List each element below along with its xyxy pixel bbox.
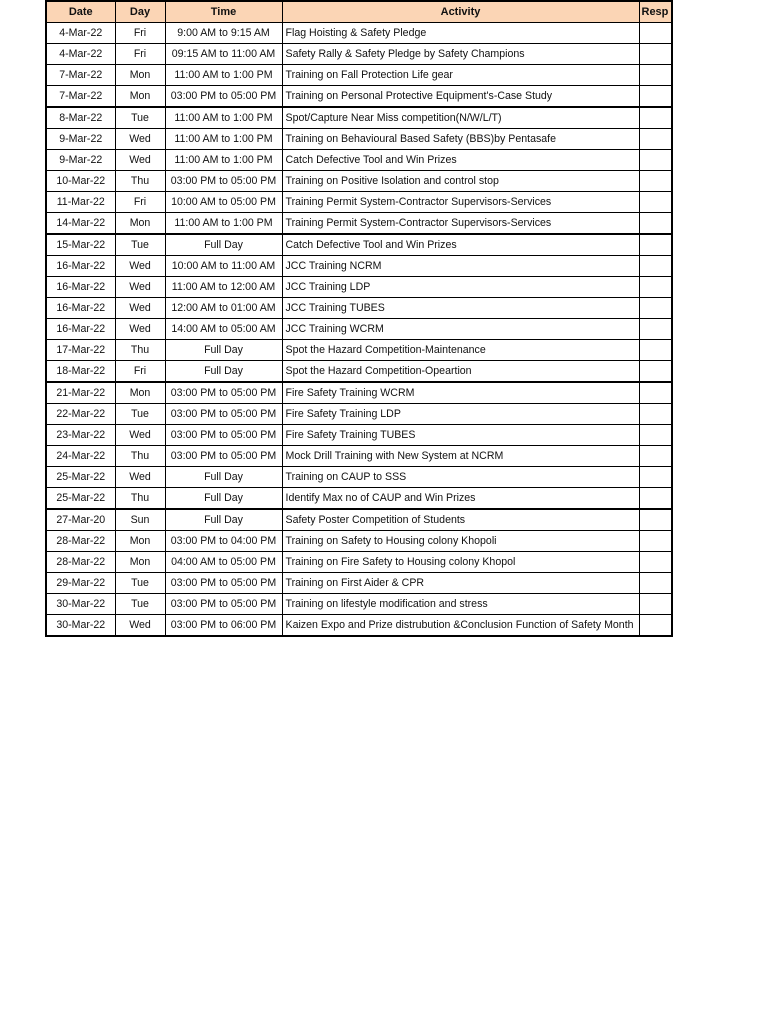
day-cell[interactable]: Thu bbox=[115, 171, 165, 192]
resp-cell[interactable] bbox=[639, 531, 672, 552]
table-row bbox=[46, 23, 672, 44]
activity-cell[interactable]: Training on CAUP to SSS bbox=[282, 467, 639, 488]
day-cell[interactable]: Tue bbox=[115, 573, 165, 594]
date-cell[interactable]: 28-Mar-22 bbox=[46, 552, 115, 573]
activity-cell[interactable]: Fire Safety Training TUBES bbox=[282, 425, 639, 446]
time-cell[interactable]: Full Day bbox=[165, 467, 282, 488]
table-row bbox=[46, 488, 672, 510]
table-row bbox=[46, 382, 672, 404]
time-cell[interactable]: 03:00 PM to 04:00 PM bbox=[165, 531, 282, 552]
resp-cell[interactable] bbox=[639, 404, 672, 425]
table-row bbox=[46, 129, 672, 150]
activity-cell[interactable]: Spot the Hazard Competition-Maintenance bbox=[282, 340, 639, 361]
table-row bbox=[46, 86, 672, 108]
table-row bbox=[46, 277, 672, 298]
time-cell[interactable]: Full Day bbox=[165, 340, 282, 361]
resp-cell[interactable] bbox=[639, 192, 672, 213]
resp-cell[interactable] bbox=[639, 171, 672, 192]
time-cell[interactable]: 10:00 AM to 05:00 PM bbox=[165, 192, 282, 213]
activity-cell[interactable]: Training on lifestyle modification and stress bbox=[282, 594, 639, 615]
activity-cell[interactable]: Safety Rally & Safety Pledge by Safety Champions bbox=[282, 44, 639, 65]
activity-cell[interactable]: Catch Defective Tool and Win Prizes bbox=[282, 150, 639, 171]
day-cell[interactable]: Wed bbox=[115, 425, 165, 446]
resp-cell[interactable] bbox=[639, 107, 672, 129]
date-cell[interactable]: 11-Mar-22 bbox=[46, 192, 115, 213]
date-cell[interactable]: 24-Mar-22 bbox=[46, 446, 115, 467]
spreadsheet-sheet bbox=[45, 0, 673, 637]
time-cell[interactable]: 9:00 AM to 9:15 AM bbox=[165, 23, 282, 44]
date-cell[interactable]: 9-Mar-22 bbox=[46, 150, 115, 171]
time-cell[interactable]: 04:00 AM to 05:00 PM bbox=[165, 552, 282, 573]
time-cell[interactable]: Full Day bbox=[165, 234, 282, 256]
date-cell[interactable]: 9-Mar-22 bbox=[46, 129, 115, 150]
table-row bbox=[46, 361, 672, 383]
day-cell[interactable]: Wed bbox=[115, 319, 165, 340]
resp-cell[interactable] bbox=[639, 319, 672, 340]
date-cell[interactable]: 30-Mar-22 bbox=[46, 594, 115, 615]
table-row bbox=[46, 256, 672, 277]
day-cell[interactable]: Wed bbox=[115, 298, 165, 319]
table-row bbox=[46, 615, 672, 637]
time-cell[interactable]: 03:00 PM to 05:00 PM bbox=[165, 404, 282, 425]
table-row bbox=[46, 234, 672, 256]
time-cell[interactable]: Full Day bbox=[165, 488, 282, 510]
activity-cell[interactable]: Training Permit System-Contractor Supervisors-Services bbox=[282, 192, 639, 213]
table-row bbox=[46, 509, 672, 531]
safety-month-schedule-table bbox=[45, 0, 673, 637]
table-row bbox=[46, 425, 672, 446]
resp-cell[interactable] bbox=[639, 86, 672, 108]
activity-cell[interactable]: Fire Safety Training WCRM bbox=[282, 382, 639, 404]
activity-cell[interactable]: Training on Personal Protective Equipment's-Case Study bbox=[282, 86, 639, 108]
activity-cell[interactable]: Identify Max no of CAUP and Win Prizes bbox=[282, 488, 639, 510]
time-cell[interactable]: Full Day bbox=[165, 509, 282, 531]
column-header-date[interactable]: Date bbox=[46, 1, 115, 23]
date-cell[interactable]: 17-Mar-22 bbox=[46, 340, 115, 361]
activity-cell[interactable]: JCC Training WCRM bbox=[282, 319, 639, 340]
date-cell[interactable]: 4-Mar-22 bbox=[46, 23, 115, 44]
activity-cell[interactable]: Training on Positive Isolation and control stop bbox=[282, 171, 639, 192]
resp-cell[interactable] bbox=[639, 382, 672, 404]
date-cell[interactable]: 21-Mar-22 bbox=[46, 382, 115, 404]
resp-cell[interactable] bbox=[639, 361, 672, 383]
table-row bbox=[46, 404, 672, 425]
time-cell[interactable]: 03:00 PM to 05:00 PM bbox=[165, 594, 282, 615]
date-cell[interactable]: 16-Mar-22 bbox=[46, 319, 115, 340]
day-cell[interactable]: Tue bbox=[115, 594, 165, 615]
day-cell[interactable]: Wed bbox=[115, 615, 165, 637]
table-row bbox=[46, 213, 672, 235]
date-cell[interactable]: 8-Mar-22 bbox=[46, 107, 115, 129]
resp-cell[interactable] bbox=[639, 467, 672, 488]
time-cell[interactable]: 12:00 AM to 01:00 AM bbox=[165, 298, 282, 319]
activity-cell[interactable]: Spot/Capture Near Miss competition(N/W/L/T) bbox=[282, 107, 639, 129]
resp-cell[interactable] bbox=[639, 509, 672, 531]
time-cell[interactable]: 03:00 PM to 05:00 PM bbox=[165, 171, 282, 192]
time-cell[interactable]: 11:00 AM to 12:00 AM bbox=[165, 277, 282, 298]
activity-cell[interactable]: Kaizen Expo and Prize distrubution &Conclusion Function of Safety Month bbox=[282, 615, 639, 637]
column-header-time[interactable]: Time bbox=[165, 1, 282, 23]
table-row bbox=[46, 150, 672, 171]
activity-cell[interactable]: Spot the Hazard Competition-Opeartion bbox=[282, 361, 639, 383]
activity-cell[interactable]: Mock Drill Training with New System at NCRM bbox=[282, 446, 639, 467]
activity-cell[interactable]: Training on Fire Safety to Housing colony Khopol bbox=[282, 552, 639, 573]
date-cell[interactable]: 15-Mar-22 bbox=[46, 234, 115, 256]
resp-cell[interactable] bbox=[639, 150, 672, 171]
day-cell[interactable]: Mon bbox=[115, 531, 165, 552]
activity-cell[interactable]: Training on Fall Protection Life gear bbox=[282, 65, 639, 86]
day-cell[interactable]: Mon bbox=[115, 65, 165, 86]
time-cell[interactable]: 03:00 PM to 06:00 PM bbox=[165, 615, 282, 637]
time-cell[interactable]: 11:00 AM to 1:00 PM bbox=[165, 107, 282, 129]
date-cell[interactable]: 16-Mar-22 bbox=[46, 277, 115, 298]
table-row bbox=[46, 65, 672, 86]
date-cell[interactable]: 29-Mar-22 bbox=[46, 573, 115, 594]
table-row bbox=[46, 192, 672, 213]
resp-cell[interactable] bbox=[639, 298, 672, 319]
time-cell[interactable]: 11:00 AM to 1:00 PM bbox=[165, 213, 282, 235]
time-cell[interactable]: 11:00 AM to 1:00 PM bbox=[165, 129, 282, 150]
activity-cell[interactable]: JCC Training NCRM bbox=[282, 256, 639, 277]
time-cell[interactable]: 03:00 PM to 05:00 PM bbox=[165, 446, 282, 467]
day-cell[interactable]: Fri bbox=[115, 44, 165, 65]
date-cell[interactable]: 4-Mar-22 bbox=[46, 44, 115, 65]
activity-cell[interactable]: Training on First Aider & CPR bbox=[282, 573, 639, 594]
date-cell[interactable]: 7-Mar-22 bbox=[46, 86, 115, 108]
time-cell[interactable]: 11:00 AM to 1:00 PM bbox=[165, 150, 282, 171]
day-cell[interactable]: Mon bbox=[115, 552, 165, 573]
day-cell[interactable]: Wed bbox=[115, 129, 165, 150]
activity-cell[interactable]: Flag Hoisting & Safety Pledge bbox=[282, 23, 639, 44]
table-row bbox=[46, 340, 672, 361]
time-cell[interactable]: 10:00 AM to 11:00 AM bbox=[165, 256, 282, 277]
resp-cell[interactable] bbox=[639, 446, 672, 467]
time-cell[interactable]: 03:00 PM to 05:00 PM bbox=[165, 382, 282, 404]
date-cell[interactable]: 18-Mar-22 bbox=[46, 361, 115, 383]
date-cell[interactable]: 14-Mar-22 bbox=[46, 213, 115, 235]
activity-cell[interactable]: JCC Training LDP bbox=[282, 277, 639, 298]
table-row bbox=[46, 446, 672, 467]
date-cell[interactable]: 22-Mar-22 bbox=[46, 404, 115, 425]
activity-cell[interactable]: Training Permit System-Contractor Supervisors-Services bbox=[282, 213, 639, 235]
date-cell[interactable]: 28-Mar-22 bbox=[46, 531, 115, 552]
resp-cell[interactable] bbox=[639, 129, 672, 150]
column-header-resp[interactable]: Resp bbox=[639, 1, 672, 23]
date-cell[interactable]: 30-Mar-22 bbox=[46, 615, 115, 637]
date-cell[interactable]: 25-Mar-22 bbox=[46, 467, 115, 488]
date-cell[interactable]: 16-Mar-22 bbox=[46, 298, 115, 319]
time-cell[interactable]: 03:00 PM to 05:00 PM bbox=[165, 573, 282, 594]
date-cell[interactable]: 10-Mar-22 bbox=[46, 171, 115, 192]
resp-cell[interactable] bbox=[639, 256, 672, 277]
day-cell[interactable]: Fri bbox=[115, 192, 165, 213]
day-cell[interactable]: Mon bbox=[115, 382, 165, 404]
resp-cell[interactable] bbox=[639, 552, 672, 573]
time-cell[interactable]: 03:00 PM to 05:00 PM bbox=[165, 425, 282, 446]
day-cell[interactable]: Thu bbox=[115, 446, 165, 467]
resp-cell[interactable] bbox=[639, 488, 672, 510]
date-cell[interactable]: 23-Mar-22 bbox=[46, 425, 115, 446]
day-cell[interactable]: Tue bbox=[115, 404, 165, 425]
activity-cell[interactable]: Training on Safety to Housing colony Khopoli bbox=[282, 531, 639, 552]
day-cell[interactable]: Wed bbox=[115, 467, 165, 488]
activity-cell[interactable]: Catch Defective Tool and Win Prizes bbox=[282, 234, 639, 256]
time-cell[interactable]: 11:00 AM to 1:00 PM bbox=[165, 65, 282, 86]
day-cell[interactable]: Thu bbox=[115, 340, 165, 361]
day-cell[interactable]: Mon bbox=[115, 86, 165, 108]
table-row bbox=[46, 319, 672, 340]
date-cell[interactable]: 27-Mar-20 bbox=[46, 509, 115, 531]
day-cell[interactable]: Fri bbox=[115, 23, 165, 44]
table-row bbox=[46, 298, 672, 319]
date-cell[interactable]: 16-Mar-22 bbox=[46, 256, 115, 277]
time-cell[interactable]: 03:00 PM to 05:00 PM bbox=[165, 86, 282, 108]
date-cell[interactable]: 25-Mar-22 bbox=[46, 488, 115, 510]
table-row bbox=[46, 552, 672, 573]
day-cell[interactable]: Thu bbox=[115, 488, 165, 510]
resp-cell[interactable] bbox=[639, 594, 672, 615]
resp-cell[interactable] bbox=[639, 213, 672, 235]
day-cell[interactable]: Mon bbox=[115, 213, 165, 235]
table-row bbox=[46, 594, 672, 615]
day-cell[interactable]: Tue bbox=[115, 234, 165, 256]
column-header-day[interactable]: Day bbox=[115, 1, 165, 23]
date-cell[interactable]: 7-Mar-22 bbox=[46, 65, 115, 86]
header-row bbox=[46, 1, 672, 23]
column-header-activity[interactable]: Activity bbox=[282, 1, 639, 23]
activity-cell[interactable]: Fire Safety Training LDP bbox=[282, 404, 639, 425]
day-cell[interactable]: Fri bbox=[115, 361, 165, 383]
resp-cell[interactable] bbox=[639, 44, 672, 65]
resp-cell[interactable] bbox=[639, 23, 672, 44]
day-cell[interactable]: Wed bbox=[115, 256, 165, 277]
table-row bbox=[46, 573, 672, 594]
resp-cell[interactable] bbox=[639, 425, 672, 446]
resp-cell[interactable] bbox=[639, 277, 672, 298]
schedule-body bbox=[46, 23, 672, 637]
resp-cell[interactable] bbox=[639, 234, 672, 256]
table-row bbox=[46, 467, 672, 488]
time-cell[interactable]: 09:15 AM to 11:00 AM bbox=[165, 44, 282, 65]
day-cell[interactable]: Wed bbox=[115, 150, 165, 171]
table-row bbox=[46, 531, 672, 552]
activity-cell[interactable]: Safety Poster Competition of Students bbox=[282, 509, 639, 531]
resp-cell[interactable] bbox=[639, 573, 672, 594]
table-row bbox=[46, 44, 672, 65]
table-row bbox=[46, 107, 672, 129]
time-cell[interactable]: Full Day bbox=[165, 361, 282, 383]
day-cell[interactable]: Wed bbox=[115, 277, 165, 298]
time-cell[interactable]: 14:00 AM to 05:00 AM bbox=[165, 319, 282, 340]
table-row bbox=[46, 171, 672, 192]
day-cell[interactable]: Tue bbox=[115, 107, 165, 129]
activity-cell[interactable]: JCC Training TUBES bbox=[282, 298, 639, 319]
resp-cell[interactable] bbox=[639, 615, 672, 637]
resp-cell[interactable] bbox=[639, 65, 672, 86]
activity-cell[interactable]: Training on Behavioural Based Safety (BBS)by Pentasafe bbox=[282, 129, 639, 150]
day-cell[interactable]: Sun bbox=[115, 509, 165, 531]
resp-cell[interactable] bbox=[639, 340, 672, 361]
